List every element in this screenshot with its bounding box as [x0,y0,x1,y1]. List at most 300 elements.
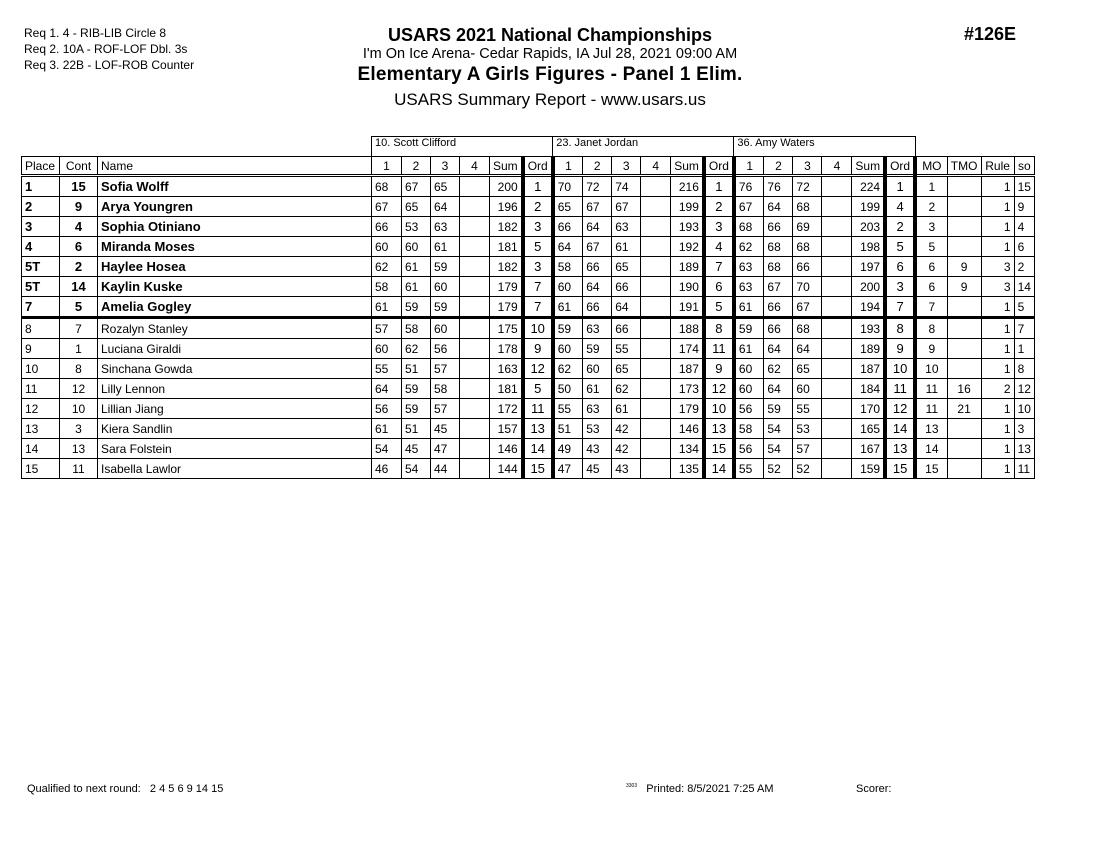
judge-3-fig2: 54 [764,439,793,459]
judge-2-ord: 2 [704,197,734,217]
judge-3-fig3: 68 [793,197,822,217]
printed-datetime: Printed: 8/5/2021 7:25 AM [646,783,774,795]
judge-2-fig2: 60 [583,359,612,379]
rule-cell: 3 [981,277,1014,297]
judge-3-name: 36. Amy Waters [734,137,915,157]
cont-cell: 12 [60,379,98,399]
judge-3-fig3: 60 [793,379,822,399]
rule-cell: 1 [981,237,1014,257]
judge-1-fig1: 67 [372,197,402,217]
name-cell: Kiera Sandlin [98,419,372,439]
judge-2-fig1: 50 [553,379,583,399]
mo-cell: 14 [915,439,947,459]
table-row [22,419,1035,439]
place-cell: 11 [22,379,60,399]
mo-cell: 15 [915,459,947,479]
judge-3-ord: 9 [885,339,915,359]
judge-3-fig3: 72 [793,176,822,197]
judge-1-fig1: 55 [372,359,402,379]
judge-3-fig2: 76 [764,176,793,197]
judge-3-ord: 13 [885,439,915,459]
cont-cell: 4 [60,217,98,237]
judge-1-sum: 163 [490,359,523,379]
judge-2-ord: 4 [704,237,734,257]
tmo-cell: 9 [947,277,981,297]
place-cell: 13 [22,419,60,439]
judge-3-fig1: 56 [734,399,764,419]
judge-1-fig1: 61 [372,297,402,318]
cont-cell: 7 [60,318,98,339]
judge-2-ord: 9 [704,359,734,379]
judge-3-sum: 187 [852,359,885,379]
so-cell: 11 [1014,459,1034,479]
judge-1-sum: 172 [490,399,523,419]
cont-cell: 2 [60,257,98,277]
judge-3-ord: 15 [885,459,915,479]
judge-3-fig2: 62 [764,359,793,379]
judge-3-fig4 [822,176,852,197]
judge-2-sum: 187 [671,359,704,379]
rule-cell: 1 [981,297,1014,318]
col-j2-ord: Ord [704,157,734,176]
place-cell: 14 [22,439,60,459]
judge-2-fig4 [641,399,671,419]
so-cell: 12 [1014,379,1034,399]
judge-3-fig4 [822,339,852,359]
judge-3-fig1: 76 [734,176,764,197]
judge-2-sum: 134 [671,439,704,459]
judge-1-fig4 [460,359,490,379]
judge-3-fig4 [822,459,852,479]
judge-1-fig4 [460,257,490,277]
tmo-cell: 16 [947,379,981,399]
judge-3-sum: 200 [852,277,885,297]
judge-1-fig2: 65 [402,197,431,217]
judge-2-fig4 [641,217,671,237]
printed-footer [626,783,774,795]
col-j3-2: 2 [764,157,793,176]
mo-cell: 7 [915,297,947,318]
col-j1-sum: Sum [490,157,523,176]
judge-1-fig1: 57 [372,318,402,339]
judge-2-fig4 [641,257,671,277]
col-j1-ord: Ord [523,157,553,176]
judge-1-fig3: 61 [431,237,460,257]
judge-3-fig3: 69 [793,217,822,237]
rule-cell: 1 [981,459,1014,479]
judge-2-fig2: 63 [583,399,612,419]
judge-2-ord: 13 [704,419,734,439]
col-name: Name [98,157,372,176]
judge-3-fig4 [822,297,852,318]
judge-2-fig4 [641,318,671,339]
judge-3-fig4 [822,277,852,297]
judge-1-fig2: 53 [402,217,431,237]
judge-1-fig2: 54 [402,459,431,479]
judge-3-fig4 [822,439,852,459]
so-cell: 4 [1014,217,1034,237]
judge-3-fig4 [822,197,852,217]
judge-1-fig4 [460,197,490,217]
table-row [22,237,1035,257]
judge-1-fig4 [460,217,490,237]
judge-1-sum: 200 [490,176,523,197]
judge-1-sum: 179 [490,297,523,318]
so-cell: 10 [1014,399,1034,419]
judge-1-sum: 146 [490,439,523,459]
judge-1-fig3: 59 [431,297,460,318]
judge-3-fig3: 66 [793,257,822,277]
mo-cell: 11 [915,379,947,399]
rule-cell: 1 [981,176,1014,197]
table-row [22,359,1035,379]
judge-3-fig1: 58 [734,419,764,439]
judge-3-fig1: 67 [734,197,764,217]
judge-3-fig4 [822,379,852,399]
judge-1-fig1: 62 [372,257,402,277]
judge-1-fig4 [460,176,490,197]
judge-1-fig1: 64 [372,379,402,399]
judge-2-fig1: 66 [553,217,583,237]
tmo-cell [947,297,981,318]
judge-3-fig3: 65 [793,359,822,379]
judge-1-ord: 10 [523,318,553,339]
judge-1-fig1: 61 [372,419,402,439]
judge-1-ord: 3 [523,217,553,237]
name-cell: Kaylin Kuske [98,277,372,297]
judge-2-name: 23. Janet Jordan [553,137,734,157]
judge-2-fig3: 55 [612,339,641,359]
judge-3-fig2: 64 [764,339,793,359]
judge-1-fig2: 59 [402,399,431,419]
tmo-cell [947,197,981,217]
so-cell: 1 [1014,339,1034,359]
judge-3-fig3: 70 [793,277,822,297]
judge-1-fig3: 59 [431,257,460,277]
judge-2-fig3: 67 [612,197,641,217]
judge-3-sum: 199 [852,197,885,217]
judge-3-fig4 [822,257,852,277]
col-j2-sum: Sum [671,157,704,176]
mo-cell: 9 [915,339,947,359]
judge-1-ord: 11 [523,399,553,419]
col-cont: Cont [60,157,98,176]
judge-1-sum: 144 [490,459,523,479]
judge-1-fig2: 60 [402,237,431,257]
judge-1-sum: 196 [490,197,523,217]
judge-2-fig2: 43 [583,439,612,459]
judge-1-fig2: 67 [402,176,431,197]
judge-3-fig4 [822,318,852,339]
judge-2-ord: 14 [704,459,734,479]
so-cell: 6 [1014,237,1034,257]
so-cell: 15 [1014,176,1034,197]
judge-3-fig1: 68 [734,217,764,237]
requirements-block [24,25,194,73]
so-cell: 9 [1014,197,1034,217]
judge-3-sum: 167 [852,439,885,459]
judge-2-fig3: 62 [612,379,641,399]
qualified-footer [27,783,223,795]
judge-1-fig3: 45 [431,419,460,439]
judge-3-ord: 10 [885,359,915,379]
judge-2-ord: 7 [704,257,734,277]
judge-3-fig3: 55 [793,399,822,419]
judge-2-fig2: 63 [583,318,612,339]
judge-3-fig1: 56 [734,439,764,459]
place-cell: 15 [22,459,60,479]
place-cell: 4 [22,237,60,257]
tmo-cell [947,359,981,379]
judge-1-fig3: 65 [431,176,460,197]
col-so: so [1014,157,1034,176]
judge-1-sum: 178 [490,339,523,359]
tmo-cell [947,176,981,197]
judge-1-ord: 14 [523,439,553,459]
name-cell: Sofia Wolff [98,176,372,197]
judge-3-fig2: 64 [764,379,793,399]
judge-2-fig3: 65 [612,257,641,277]
name-cell: Sophia Otiniano [98,217,372,237]
judge-2-sum: 193 [671,217,704,237]
qualified-list: 2 4 5 6 9 14 15 [149,783,224,795]
cont-cell: 6 [60,237,98,257]
judge-3-sum: 165 [852,419,885,439]
judge-2-sum: 189 [671,257,704,277]
mo-cell: 2 [915,197,947,217]
results-table [21,136,1035,479]
judge-2-sum: 190 [671,277,704,297]
judge-2-ord: 10 [704,399,734,419]
rule-cell: 3 [981,257,1014,277]
judge-2-fig2: 67 [583,197,612,217]
judge-1-fig2: 45 [402,439,431,459]
judge-3-fig1: 63 [734,277,764,297]
judge-3-fig1: 61 [734,339,764,359]
mo-cell: 6 [915,257,947,277]
tmo-cell: 21 [947,399,981,419]
judge-2-fig3: 66 [612,318,641,339]
judge-2-fig3: 61 [612,237,641,257]
judge-1-fig2: 61 [402,277,431,297]
judge-1-ord: 2 [523,197,553,217]
judge-3-ord: 8 [885,318,915,339]
judge-3-sum: 159 [852,459,885,479]
judge-2-sum: 146 [671,419,704,439]
col-j2-1: 1 [553,157,583,176]
rule-cell: 1 [981,399,1014,419]
judge-2-fig1: 49 [553,439,583,459]
judge-1-fig1: 60 [372,237,402,257]
judge-2-fig1: 47 [553,459,583,479]
judge-2-fig4 [641,237,671,257]
judge-2-fig4 [641,459,671,479]
judge-1-fig1: 56 [372,399,402,419]
judge-2-fig2: 66 [583,257,612,277]
judge-1-fig4 [460,297,490,318]
judge-2-fig2: 67 [583,237,612,257]
name-cell: Haylee Hosea [98,257,372,277]
report-title: USARS Summary Report - www.usars.us [394,90,706,109]
mo-cell: 5 [915,237,947,257]
requirement-1: Req 1. 4 - RIB-LIB Circle 8 [24,26,167,40]
cont-cell: 9 [60,197,98,217]
judge-2-fig1: 65 [553,197,583,217]
judge-3-fig4 [822,399,852,419]
name-cell: Sinchana Gowda [98,359,372,379]
judge-2-sum: 199 [671,197,704,217]
judge-1-fig1: 60 [372,339,402,359]
name-cell: Sara Folstein [98,439,372,459]
rule-cell: 2 [981,379,1014,399]
judge-1-fig1: 46 [372,459,402,479]
judge-2-fig1: 60 [553,277,583,297]
judge-2-fig1: 62 [553,359,583,379]
qualified-label: Qualified to next round: [27,783,141,795]
col-j3-sum: Sum [852,157,885,176]
judge-2-fig4 [641,419,671,439]
so-cell: 2 [1014,257,1034,277]
judge-2-fig3: 74 [612,176,641,197]
judge-3-ord: 5 [885,237,915,257]
scorer-label: Scorer: [856,783,892,795]
rule-cell: 1 [981,359,1014,379]
col-j3-ord: Ord [885,157,915,176]
judge-2-fig1: 55 [553,399,583,419]
judge-2-fig2: 53 [583,419,612,439]
judge-1-ord: 1 [523,176,553,197]
table-row [22,318,1035,339]
judge-1-ord: 7 [523,277,553,297]
so-cell: 3 [1014,419,1034,439]
print-code: 3303 [626,783,638,789]
judge-2-fig1: 64 [553,237,583,257]
place-cell: 3 [22,217,60,237]
rule-cell: 1 [981,318,1014,339]
judge-2-fig3: 65 [612,359,641,379]
mo-cell: 1 [915,176,947,197]
judge-2-ord: 15 [704,439,734,459]
place-cell: 7 [22,297,60,318]
judge-2-fig1: 58 [553,257,583,277]
mo-cell: 11 [915,399,947,419]
judge-3-ord: 6 [885,257,915,277]
judge-2-ord: 5 [704,297,734,318]
judge-2-fig1: 61 [553,297,583,318]
judge-3-fig2: 66 [764,297,793,318]
judge-1-ord: 3 [523,257,553,277]
judge-3-ord: 12 [885,399,915,419]
judge-3-fig1: 60 [734,379,764,399]
tmo-cell [947,439,981,459]
judge-3-ord: 3 [885,277,915,297]
judge-3-fig2: 66 [764,217,793,237]
judge-1-ord: 5 [523,379,553,399]
place-cell: 12 [22,399,60,419]
judge-1-ord: 13 [523,419,553,439]
judge-2-ord: 8 [704,318,734,339]
rule-cell: 1 [981,197,1014,217]
judge-2-fig4 [641,197,671,217]
name-cell: Amelia Gogley [98,297,372,318]
tmo-cell: 9 [947,257,981,277]
judge-3-fig1: 63 [734,257,764,277]
judge-3-sum: 198 [852,237,885,257]
table-row [22,459,1035,479]
so-cell: 7 [1014,318,1034,339]
judge-2-fig1: 60 [553,339,583,359]
col-j2-3: 3 [612,157,641,176]
place-cell: 1 [22,176,60,197]
mo-cell: 13 [915,419,947,439]
cont-cell: 14 [60,277,98,297]
table-row [22,399,1035,419]
judge-1-fig3: 60 [431,277,460,297]
name-cell: Isabella Lawlor [98,459,372,479]
judge-1-fig4 [460,277,490,297]
judge-2-fig4 [641,379,671,399]
judge-3-sum: 184 [852,379,885,399]
table-row [22,379,1035,399]
place-cell: 2 [22,197,60,217]
mo-cell: 8 [915,318,947,339]
judge-2-sum: 188 [671,318,704,339]
judge-2-fig3: 43 [612,459,641,479]
judge-1-name: 10. Scott Clifford [372,137,553,157]
judge-1-ord: 9 [523,339,553,359]
tmo-cell [947,419,981,439]
col-j1-2: 2 [402,157,431,176]
judge-2-fig2: 72 [583,176,612,197]
judge-1-sum: 181 [490,237,523,257]
judge-1-fig3: 47 [431,439,460,459]
col-j2-2: 2 [583,157,612,176]
judge-1-fig3: 57 [431,359,460,379]
judge-2-fig1: 51 [553,419,583,439]
judge-1-fig2: 51 [402,419,431,439]
judge-1-fig4 [460,419,490,439]
name-cell: Arya Youngren [98,197,372,217]
judge-1-sum: 179 [490,277,523,297]
cont-cell: 10 [60,399,98,419]
judge-1-fig4 [460,339,490,359]
table-row [22,217,1035,237]
judge-1-fig2: 62 [402,339,431,359]
tmo-cell [947,217,981,237]
so-cell: 5 [1014,297,1034,318]
judge-2-fig3: 42 [612,439,641,459]
event-title: Elementary A Girls Figures - Panel 1 Elim. [357,64,743,85]
judge-1-fig3: 57 [431,399,460,419]
cont-cell: 1 [60,339,98,359]
judge-3-ord: 2 [885,217,915,237]
judge-3-fig3: 64 [793,339,822,359]
table-row [22,277,1035,297]
judge-2-ord: 11 [704,339,734,359]
judge-1-fig4 [460,439,490,459]
judge-1-fig1: 58 [372,277,402,297]
judge-2-fig4 [641,359,671,379]
cont-cell: 5 [60,297,98,318]
judge-1-fig4 [460,399,490,419]
cont-cell: 3 [60,419,98,439]
table-row [22,176,1035,197]
place-cell: 10 [22,359,60,379]
judge-2-sum: 192 [671,237,704,257]
col-mo: MO [915,157,947,176]
judge-1-fig3: 63 [431,217,460,237]
judge-1-fig2: 61 [402,257,431,277]
